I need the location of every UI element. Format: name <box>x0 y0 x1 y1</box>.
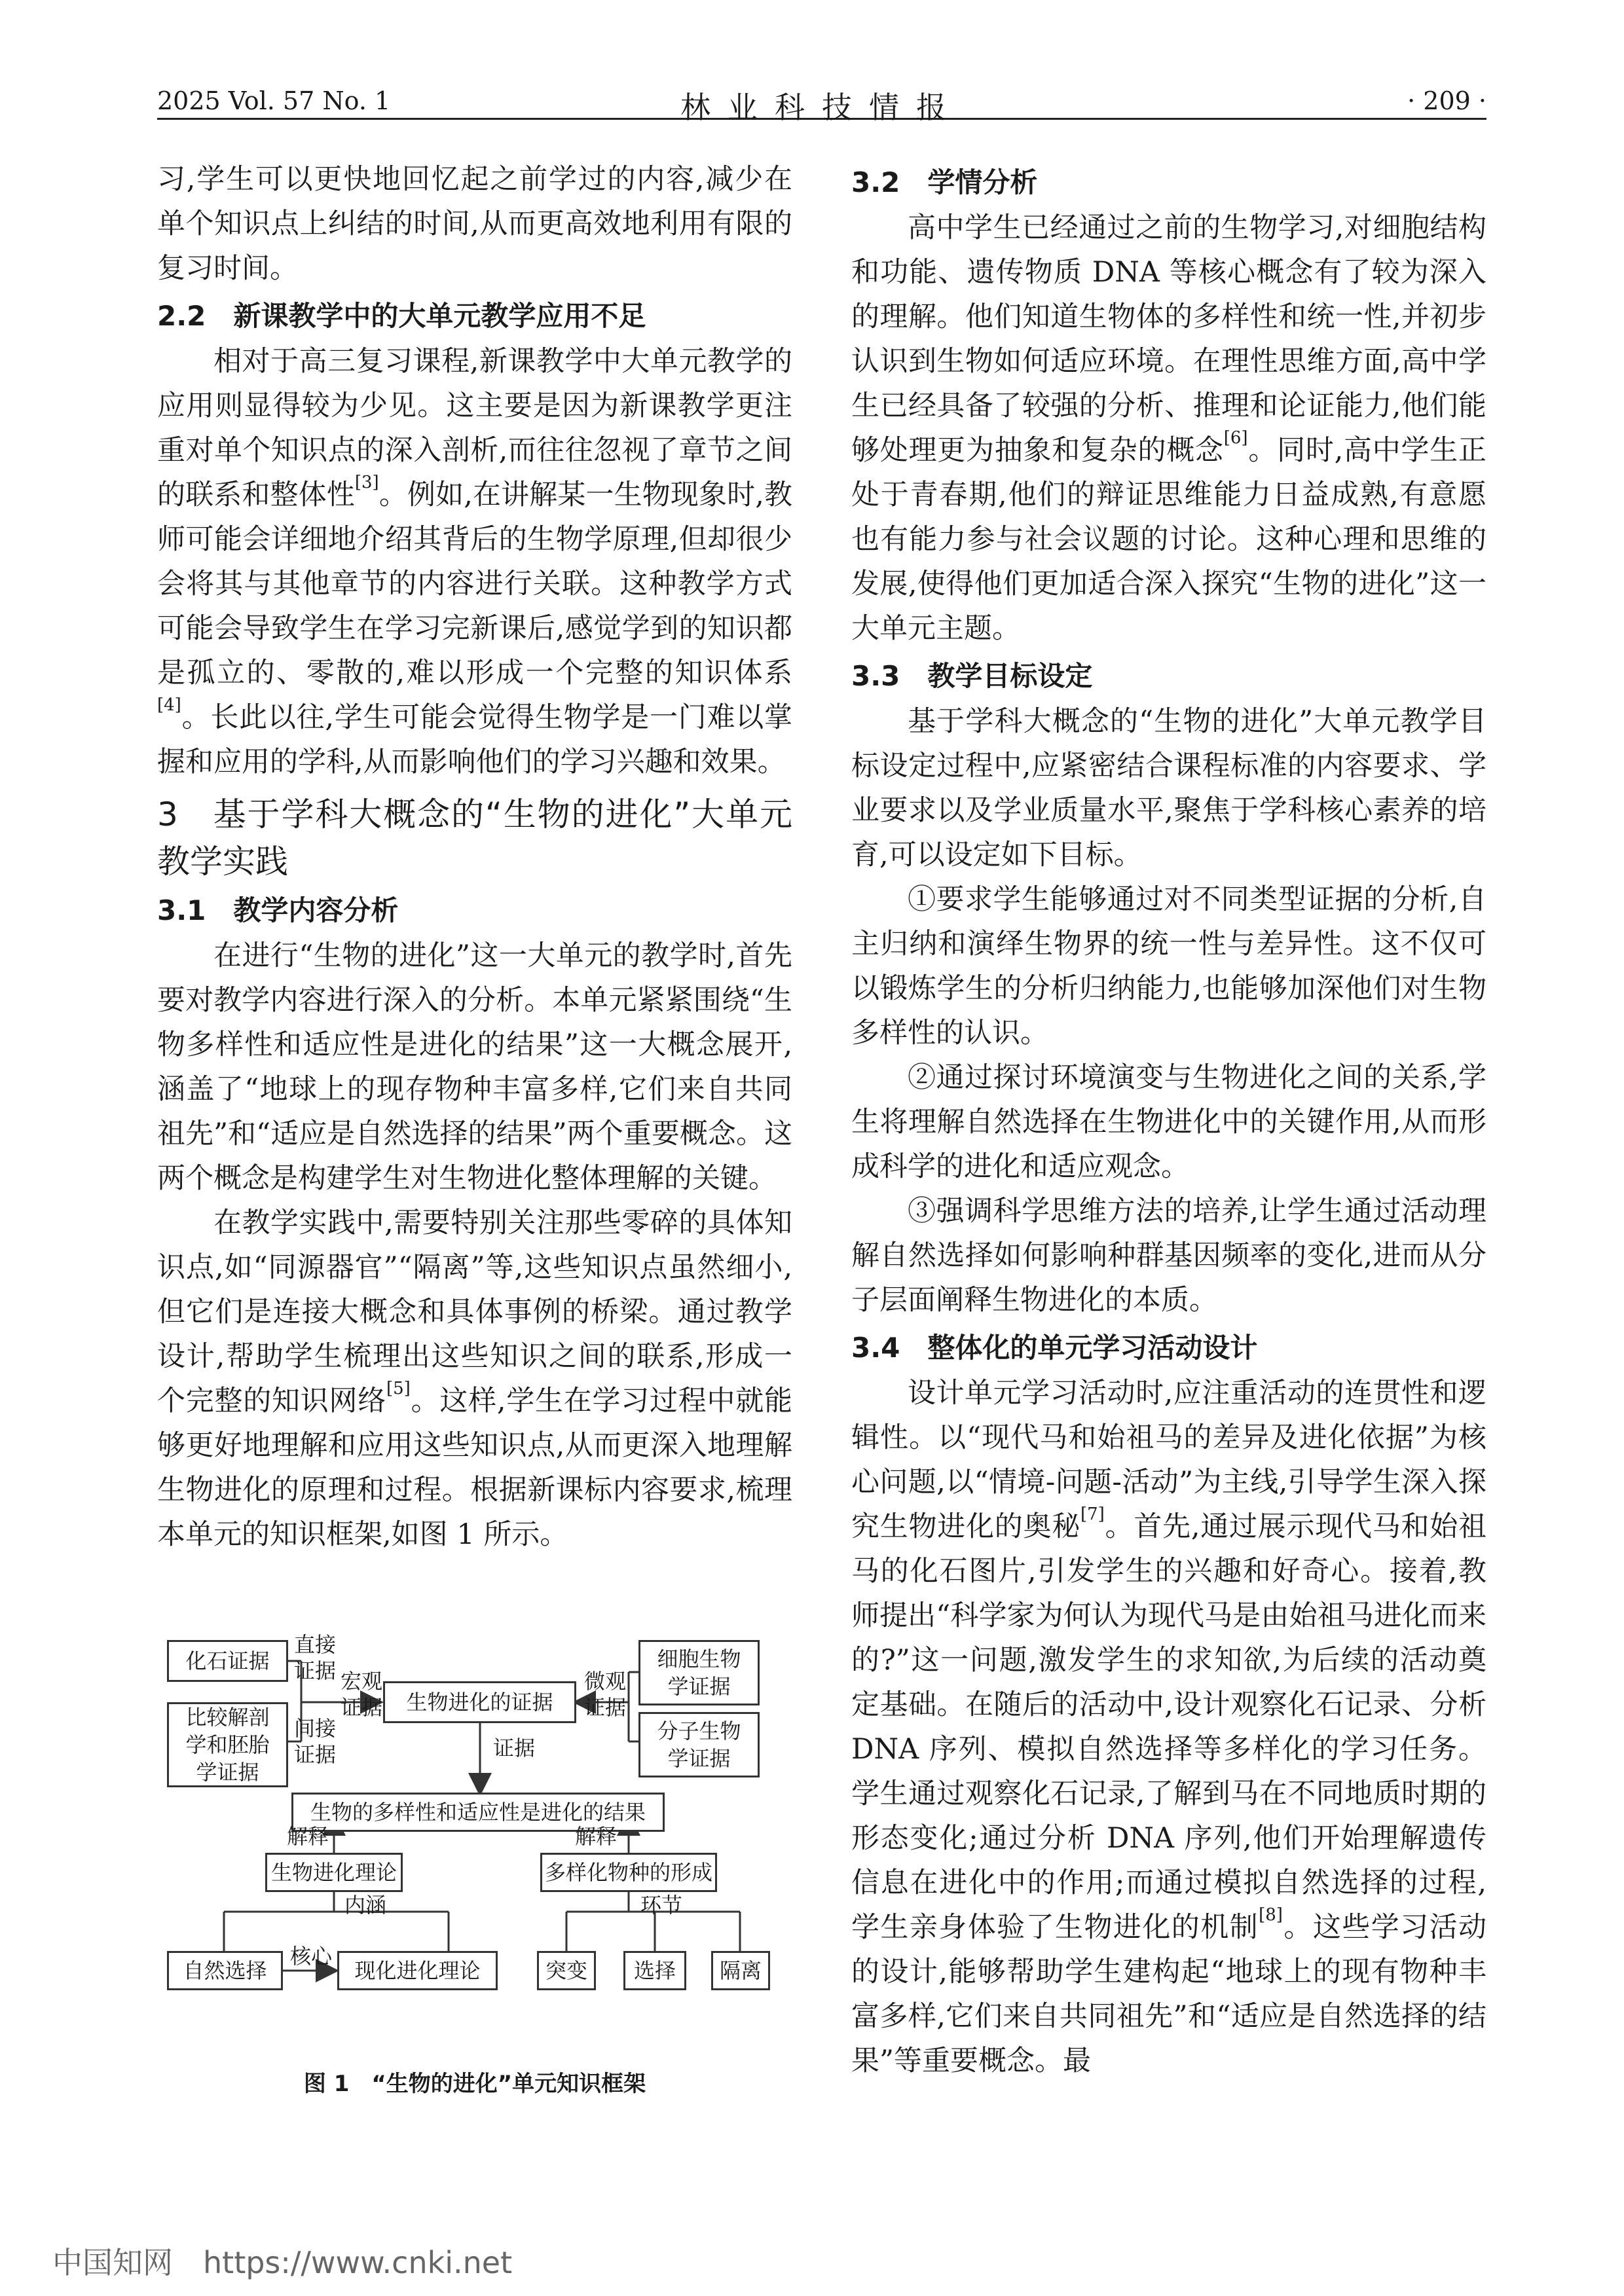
knowledge-framework-diagram <box>157 1624 792 2134</box>
paragraph: 在进行“生物的进化”这一大单元的教学时,首先要对教学内容进行深入的分析。本单元紧紧围绕“生物多样性和适应性是进化的结果”这一大概念展开,涵盖了“地球上的现存物种丰富多样,它们来自共同祖先”和“适应是自然选择的结果”两个重要概念。这两个概念是构建学生对生物进化整体理解的关键。 <box>157 939 792 1195</box>
text-run: 。例如,在讲解某一生物现象时,教师可能会详细地介绍其背后的生物学原理,但却很少会将其与其他章节的内容进行关联。这种教学方式可能会导致学生在学习完新课后,感觉学到的知识都是孤立的、零散的,难以形成一个完整的知识体系 <box>157 479 792 689</box>
citation[interactable]: [8] <box>1259 1905 1283 1925</box>
paragraph: 基于学科大概念的“生物的进化”大单元教学目标设定过程中,应紧密结合课程标准的内容要求、学业要求以及学业质量水平,聚焦于学科核心素养的培育,可以设定如下目标。 <box>851 705 1486 871</box>
page-header <box>157 46 1486 125</box>
section-heading-3-1: 3.1 教学内容分析 <box>157 894 399 926</box>
node-evolution-evidence: 生物进化的证据 <box>383 1681 576 1723</box>
label-core: 核心 <box>289 1944 332 1969</box>
node-fossil-evidence: 化石证据 <box>167 1640 288 1682</box>
label-direct-evidence: 直接证据 <box>293 1632 336 1683</box>
citation[interactable]: [5] <box>386 1379 411 1398</box>
label-macro-evidence: 宏观证据 <box>340 1669 382 1720</box>
paragraph: ③强调科学思维方法的培养,让学生通过活动理解自然选择如何影响种群基因频率的变化,进而从分子层面阐释生物进化的本质。 <box>851 1195 1486 1317</box>
text-run: 高中学生已经通过之前的生物学习,对细胞结构和功能、遗传物质 DNA 等核心概念有了较为深入的理解。他们知道生物体的多样性和统一性,并初步认识到生物如何适应环境。在理性思维方面,高中学生已经具备了较强的分析、推理和论证能力,他们能够处理更为抽象和复杂的概念 <box>851 211 1486 467</box>
node-evolution-theory: 生物进化理论 <box>265 1853 403 1892</box>
right-column <box>851 157 1486 2083</box>
text-run: 设计单元学习活动时,应注重活动的连贯性和逻辑性。以“现代马和始祖马的差异及进化依据”为核心问题,以“情境-问题-活动”为主线,引导学生深入探究生物进化的奥秘 <box>851 1377 1486 1543</box>
label-explain-right: 解释 <box>574 1824 617 1849</box>
paragraph <box>851 1371 1486 2083</box>
section-heading-3-4: 3.4 整体化的单元学习活动设计 <box>851 1332 1258 1364</box>
journal-title: 林业科技情报 <box>680 90 963 125</box>
citation[interactable]: [6] <box>1223 428 1248 448</box>
node-natural-selection: 自然选择 <box>167 1951 283 1990</box>
node-isolation: 隔离 <box>711 1951 770 1990</box>
cnki-watermark: 中国知网 https://www.cnki.net <box>52 2245 513 2280</box>
paragraph <box>157 339 792 784</box>
figure-caption: 图 1 “生物的进化”单元知识框架 <box>303 2071 646 2097</box>
text-run: 在教学实践中,需要特别关注那些零碎的具体知识点,如“同源器官”“隔离”等,这些知识点虽然细小,但它们是连接大概念和具体事例的桥梁。通过教学设计,帮助学生梳理出这些知识之间的联系,形成一个完整的知识网络 <box>157 1207 792 1417</box>
node-big-idea: 生物的多样性和适应性是进化的结果 <box>291 1793 665 1832</box>
paragraph <box>851 206 1486 651</box>
text-run: 。这些学习活动的设计,能够帮助学生建构起“地球上的现有物种丰富多样,它们来自共同祖先”和“适应是自然选择的结果”等重要概念。最 <box>851 1911 1487 2077</box>
paragraph <box>157 1201 792 1557</box>
paragraph: ②通过探讨环境演变与生物进化之间的关系,学生将理解自然选择在生物进化中的关键作用,从而形成科学的进化和适应观念。 <box>851 1061 1486 1183</box>
text-run: 相对于高三复习课程,新课教学中大单元教学的应用则显得较为少见。这主要是因为新课教学更注重对单个知识点的深入剖析,而往往忽视了章节之间的联系和整体性 <box>157 345 792 511</box>
citation[interactable]: [4] <box>157 695 181 715</box>
node-cell-biology-evidence: 细胞生物学证据 <box>638 1640 760 1705</box>
text-run: 。同时,高中学生正处于青春期,他们的辩证思维能力日益成熟,有意愿也有能力参与社会议题的讨论。这种心理和思维的发展,使得他们更加适合深入探究“生物的进化”这一大单元主题。 <box>851 434 1487 645</box>
citation[interactable]: [7] <box>1080 1504 1105 1524</box>
node-species-formation: 多样化物种的形成 <box>540 1853 717 1892</box>
node-molecular-biology-evidence: 分子生物学证据 <box>638 1712 760 1777</box>
node-selection: 选择 <box>623 1951 686 1990</box>
label-evidence: 证据 <box>492 1736 535 1760</box>
label-micro-evidence: 微观证据 <box>583 1669 626 1720</box>
label-link: 环节 <box>640 1893 682 1918</box>
section-heading-3: 3 基于学科大概念的“生物的进化”大单元教学实践 <box>157 795 792 881</box>
node-modern-theory: 现化进化理论 <box>337 1951 498 1990</box>
section-heading-3-3: 3.3 教学目标设定 <box>851 660 1093 692</box>
section-heading-2-2: 2.2 新课教学中的大单元教学应用不足 <box>157 300 646 332</box>
label-indirect-evidence: 间接证据 <box>293 1716 336 1767</box>
node-mutation: 突变 <box>537 1951 596 1990</box>
text-run: 。首先,通过展示现代马和始祖马的化石图片,引发学生的兴趣和好奇心。接着,教师提出“科学家为何认为现代马是由始祖马进化而来的?”这一问题,激发学生的求知欲,为后续的活动奠定基础。在随后的活动中,设计观察化石记录、分析 DNA 序列、模拟自然选择等多样化的学习任务。学生通过观察化石记录,了解到马在不同地质时期的形态变化;通过分析 DNA 序列,他们开始理解遗传信息在进化中的作用;而通过模拟自然选择的过程,学生亲身体验了生物进化的机制 <box>851 1510 1487 1944</box>
journal-issue: 2025 Vol. 57 No. 1 <box>157 86 391 115</box>
label-connotation: 内涵 <box>344 1893 386 1918</box>
citation[interactable]: [3] <box>354 473 379 492</box>
paragraph: ①要求学生能够通过对不同类型证据的分析,自主归纳和演绎生物界的统一性与差异性。这不仅可以锻炼学生的分析归纳能力,也能够加深他们对生物多样性的认识。 <box>851 883 1486 1049</box>
paragraph: 习,学生可以更快地回忆起之前学过的内容,减少在单个知识点上纠结的时间,从而更高效地利用有限的复习时间。 <box>157 163 792 285</box>
section-heading-3-2: 3.2 学情分析 <box>851 166 1038 198</box>
node-comparative-evidence: 比较解剖学和胚胎学证据 <box>167 1702 288 1787</box>
label-explain-left: 解释 <box>286 1824 329 1849</box>
text-run: 。长此以往,学生可能会觉得生物学是一门难以掌握和应用的学科,从而影响他们的学习兴趣和效果。 <box>157 701 792 778</box>
left-column <box>157 157 792 1557</box>
text-run: 。这样,学生在学习过程中就能够更好地理解和应用这些知识点,从而更深入地理解生物进化的原理和过程。根据新课标内容要求,梳理本单元的知识框架,如图 1 所示。 <box>157 1385 793 1551</box>
page-number: · 209 · <box>1407 86 1486 115</box>
